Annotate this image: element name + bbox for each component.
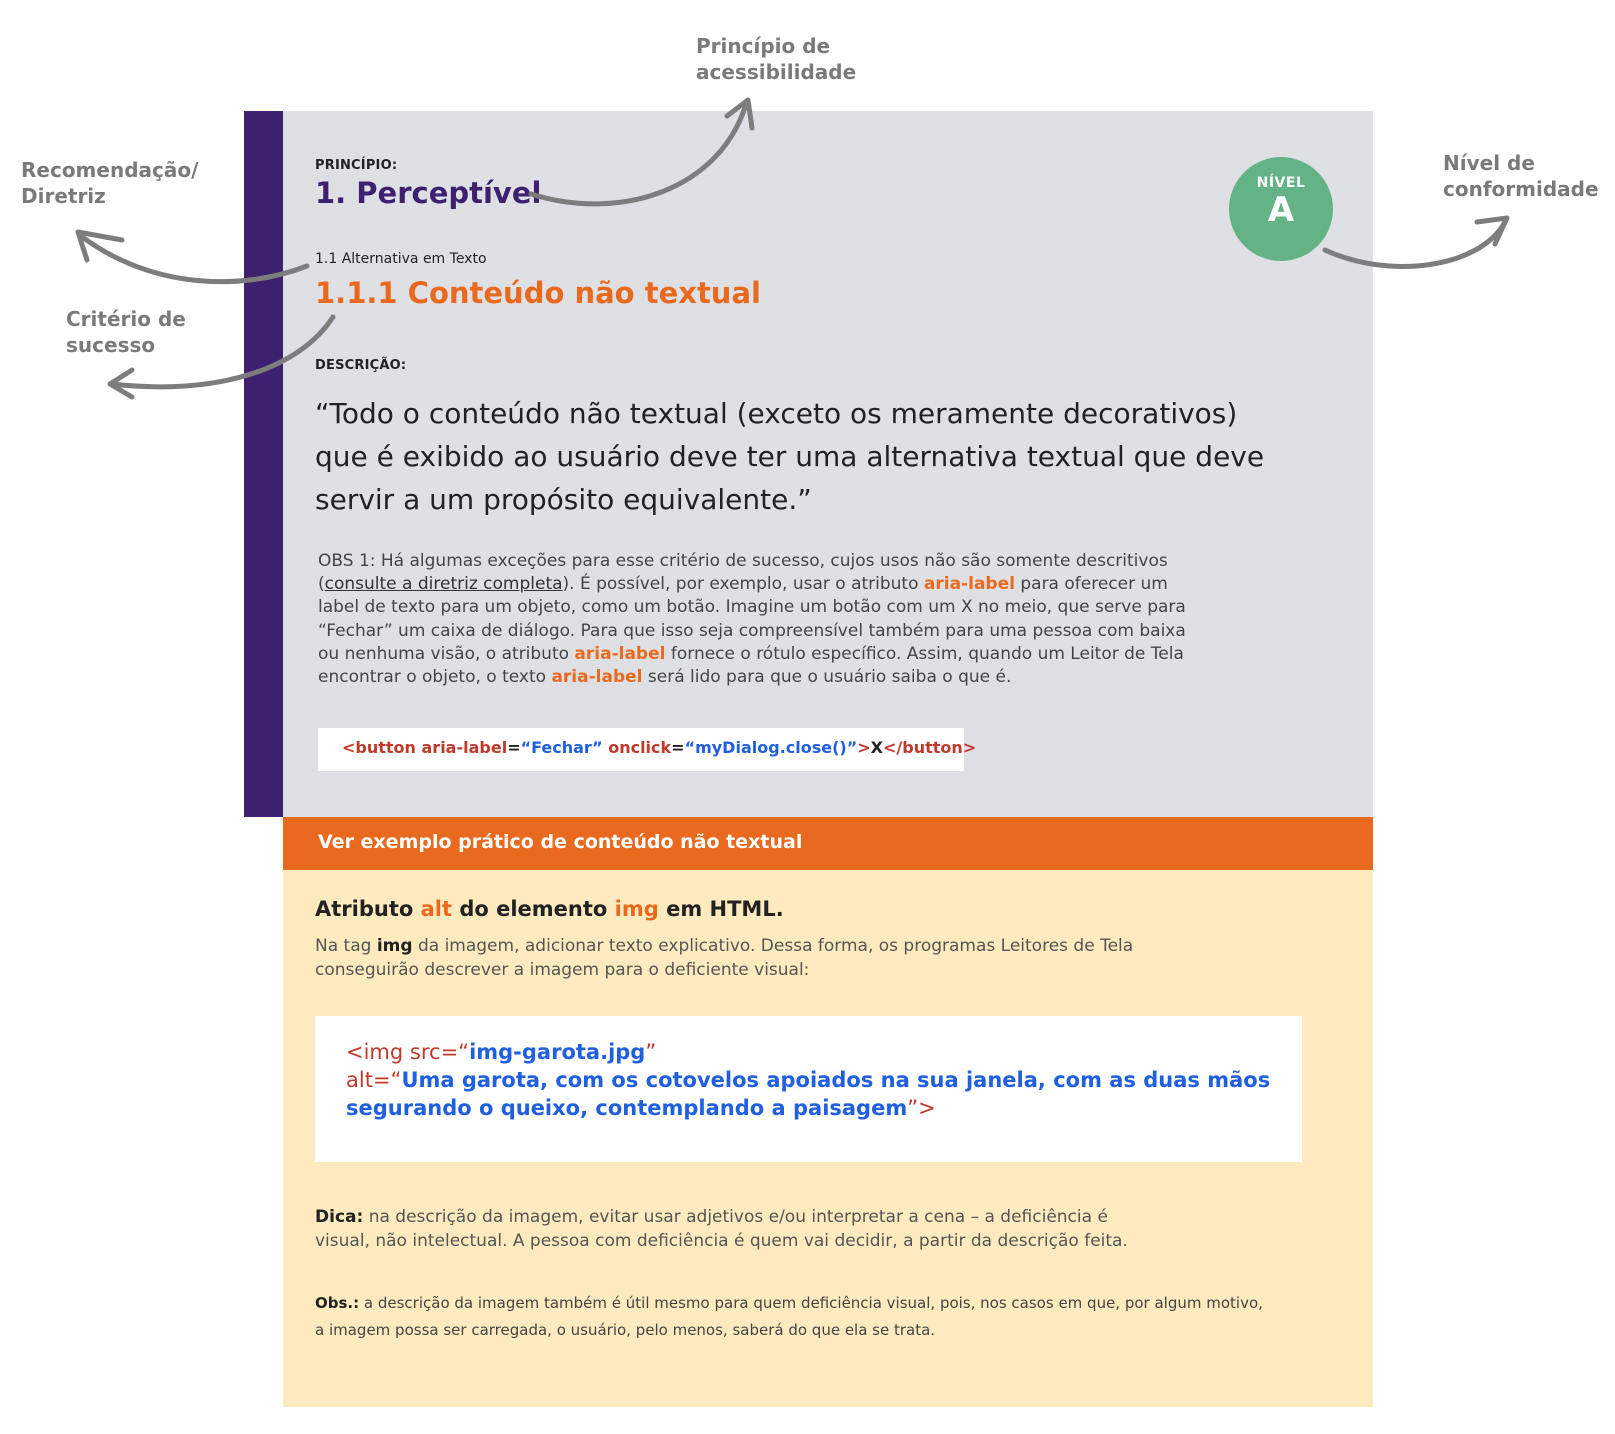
button-code-snippet bbox=[318, 728, 977, 771]
aria-label-highlight: aria-label bbox=[574, 643, 666, 664]
annotation-nivel-line2: conformidade bbox=[1443, 177, 1599, 201]
code-value: “myDialog.close()” bbox=[684, 738, 858, 757]
code-src-value: img-garota.jpg bbox=[469, 1040, 646, 1064]
obs1-text: será lido para que o usuário saiba o que é. bbox=[642, 667, 1012, 688]
code-quote: ” bbox=[645, 1040, 657, 1064]
code-content: X bbox=[870, 738, 883, 757]
example-title bbox=[315, 897, 784, 921]
code-tag: > bbox=[918, 1096, 936, 1120]
code-equals: = bbox=[372, 1068, 391, 1092]
obs-label: Obs.: bbox=[315, 1294, 360, 1312]
annotation-criterio-line1: Critério de bbox=[66, 307, 186, 331]
code-equals: = bbox=[440, 1040, 459, 1064]
badge-level: A bbox=[1267, 190, 1295, 230]
tip-label: Dica: bbox=[315, 1207, 364, 1227]
obs-paragraph bbox=[315, 1290, 1275, 1344]
annotation-nivel bbox=[1443, 150, 1599, 202]
obs-text: a descrição da imagem também é útil mesmo para quem deficiência visual, pois, nos casos em que, por algum motivo, a imagem possa ser carregada, o usuário, pelo menos, saberá do que ela se trata. bbox=[315, 1294, 1263, 1339]
example-description-text: da imagem, adicionar texto explicativo. Dessa forma, os programas Leitores de Tela conseguirão descrever a imagem para o deficiente visual: bbox=[315, 936, 1134, 980]
code-tag: <img src bbox=[346, 1040, 441, 1064]
principio-label: PRINCÍPIO: bbox=[315, 158, 398, 173]
obs1-text: ). É possível, por exemplo, usar o atributo bbox=[562, 574, 924, 595]
code-equals: = bbox=[507, 738, 521, 757]
example-title-text: do elemento bbox=[452, 897, 615, 921]
annotation-recomendacao-line2: Diretriz bbox=[21, 184, 106, 208]
img-code-snippet bbox=[315, 1016, 1302, 1162]
code-tag: </button> bbox=[882, 738, 977, 757]
img-bold: img bbox=[376, 936, 413, 956]
diretriz-label: 1.1 Alternativa em Texto bbox=[315, 251, 487, 267]
obs1-text: fornece o rótulo específico. Assim, quando um Leitor de Tela encontrar o objeto, o texto bbox=[318, 643, 1184, 688]
conformance-level-badge bbox=[1229, 157, 1333, 261]
code-quote: ” bbox=[907, 1096, 919, 1120]
example-title-text: Atributo bbox=[315, 897, 421, 921]
annotation-criterio bbox=[66, 306, 186, 358]
aria-label-highlight: aria-label bbox=[551, 667, 643, 688]
example-title-text: em HTML. bbox=[658, 897, 784, 921]
obs1-paragraph bbox=[318, 550, 1198, 689]
tip-text: na descrição da imagem, evitar usar adjetivos e/ou interpretar a cena – a deficiência é visual, não intelectual. A pessoa com deficiência é quem vai decidir, a partir da descrição feita. bbox=[315, 1207, 1128, 1251]
descricao-label: DESCRIÇÃO: bbox=[315, 358, 407, 373]
description-quote: “Todo o conteúdo não textual (exceto os meramente decorativos) que é exibido ao usuário deve ter uma alternativa textual que deve servir a um propósito equivalente.” bbox=[315, 397, 1265, 516]
annotation-recomendacao-line1: Recomendação/ bbox=[21, 158, 199, 182]
annotation-criterio-line2: sucesso bbox=[66, 333, 156, 357]
obs1-text: OBS 1: Há algumas exceções para esse critério de sucesso, cujos usos não são somente descritivos ( bbox=[318, 551, 1168, 595]
code-quote: “ bbox=[458, 1040, 470, 1064]
aria-label-highlight: aria-label bbox=[923, 574, 1015, 595]
code-attribute: alt bbox=[346, 1068, 373, 1092]
example-description bbox=[315, 934, 1135, 982]
annotation-recomendacao bbox=[21, 157, 198, 209]
example-description-text: Na tag bbox=[315, 936, 377, 956]
code-value: “Fechar” bbox=[520, 738, 603, 757]
alt-highlight: alt bbox=[420, 897, 453, 921]
code-equals: = bbox=[671, 738, 685, 757]
annotation-principio-line2: acessibilidade bbox=[696, 60, 857, 84]
code-tag: <button aria-label bbox=[342, 738, 508, 757]
code-alt-value: Uma garota, com os cotovelos apoiados na sua janela, com as duas mãos segurando o queixo, contemplando a paisagem bbox=[346, 1068, 1271, 1120]
full-guideline-link[interactable]: consulte a diretriz completa bbox=[324, 574, 563, 595]
badge-label: NÍVEL bbox=[1256, 175, 1306, 191]
code-quote: “ bbox=[390, 1068, 402, 1092]
example-toggle-bar[interactable]: Ver exemplo prático de conteúdo não textual bbox=[283, 817, 1373, 870]
code-attribute: onclick bbox=[602, 738, 672, 757]
annotation-principio bbox=[696, 33, 856, 85]
code-tag: > bbox=[857, 738, 871, 757]
obs1-text: para oferecer um label de texto para um objeto, como um botão. Imagine um botão com um X no meio, que serve para “Fechar” um caixa de diálogo. Para que isso seja compreensível também para uma pessoa com baixa ou nenhuma visão, o atributo bbox=[318, 574, 1186, 664]
annotation-nivel-line1: Nível de bbox=[1443, 151, 1535, 175]
principio-title: 1. Perceptível bbox=[315, 176, 542, 210]
annotation-principio-line1: Princípio de bbox=[696, 34, 831, 58]
tip-paragraph bbox=[315, 1205, 1135, 1253]
img-highlight: img bbox=[614, 897, 659, 921]
criterio-title: 1.1.1 Conteúdo não textual bbox=[315, 276, 761, 310]
card-accent-bar bbox=[244, 111, 283, 817]
